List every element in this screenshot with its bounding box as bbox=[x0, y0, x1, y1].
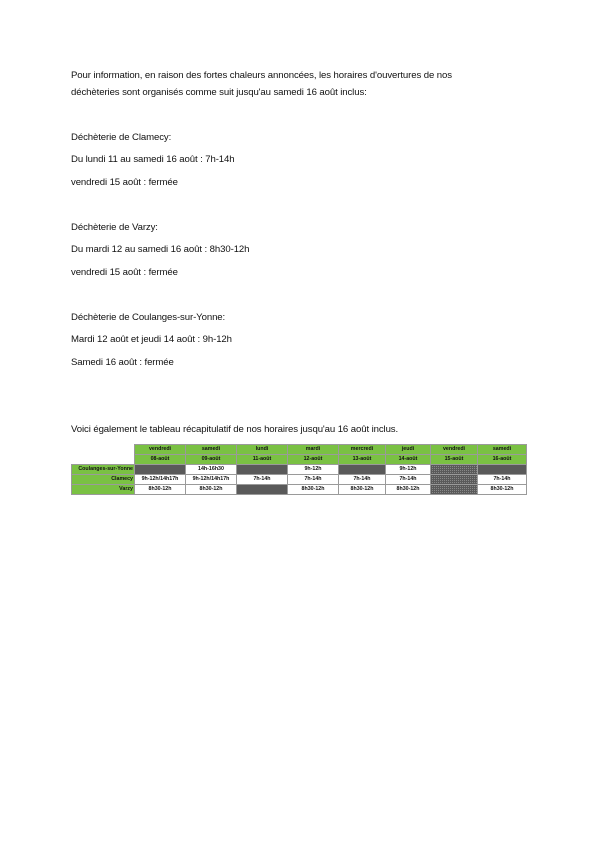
table-day-row bbox=[72, 445, 527, 455]
clamecy-hours: Du lundi 11 au samedi 16 août : 7h-14h bbox=[71, 154, 235, 165]
day-header: vendredi bbox=[135, 445, 186, 455]
hours-cell: 8h30-12h bbox=[478, 485, 527, 495]
day-header: mardi bbox=[288, 445, 339, 455]
closed-cell bbox=[478, 465, 527, 475]
hours-cell: 7h-14h bbox=[339, 475, 386, 485]
summary-intro: Voici également le tableau récapitulatif de nos horaires jusqu'au 16 août inclus. bbox=[71, 424, 399, 435]
date-header: 12-août bbox=[288, 455, 339, 465]
date-header: 09-août bbox=[186, 455, 237, 465]
hours-cell: 8h30-12h bbox=[339, 485, 386, 495]
hours-cell: 9h-12h/14h17h bbox=[135, 475, 186, 485]
date-header: 14-août bbox=[386, 455, 431, 465]
hours-cell: 8h30-12h bbox=[135, 485, 186, 495]
closed-cell bbox=[339, 465, 386, 475]
day-header: jeudi bbox=[386, 445, 431, 455]
day-header: mercredi bbox=[339, 445, 386, 455]
clamecy-title: Déchèterie de Clamecy: bbox=[71, 132, 172, 143]
hours-cell: 8h30-12h bbox=[186, 485, 237, 495]
row-label-coulanges: Coulanges-sur-Yonne bbox=[72, 465, 135, 475]
table-row-varzy bbox=[72, 485, 527, 495]
day-header: lundi bbox=[237, 445, 288, 455]
schedule-table-wrapper bbox=[71, 444, 526, 495]
closed-cell bbox=[237, 485, 288, 495]
date-header: 11-août bbox=[237, 455, 288, 465]
varzy-title: Déchèterie de Varzy: bbox=[71, 222, 158, 233]
date-header: 08-août bbox=[135, 455, 186, 465]
coulanges-title: Déchèterie de Coulanges-sur-Yonne: bbox=[71, 312, 226, 323]
clamecy-closed: vendredi 15 août : fermée bbox=[71, 177, 178, 188]
closed-cell bbox=[237, 465, 288, 475]
row-label-clamecy: Clamecy bbox=[72, 475, 135, 485]
date-header: 16-août bbox=[478, 455, 527, 465]
closed-cell bbox=[135, 465, 186, 475]
date-header: 13-août bbox=[339, 455, 386, 465]
holiday-cell bbox=[431, 475, 478, 485]
varzy-closed: vendredi 15 août : fermée bbox=[71, 267, 178, 278]
table-row-coulanges bbox=[72, 465, 527, 475]
intro-line-2: déchèteries sont organisés comme suit jusqu'au samedi 16 août inclus: bbox=[71, 87, 367, 98]
hours-cell: 9h-12h bbox=[386, 465, 431, 475]
hours-cell: 14h-16h30 bbox=[186, 465, 237, 475]
varzy-hours: Du mardi 12 au samedi 16 août : 8h30-12h bbox=[71, 244, 250, 255]
hours-cell: 9h-12h/14h17h bbox=[186, 475, 237, 485]
table-date-row bbox=[72, 455, 527, 465]
hours-cell: 7h-14h bbox=[237, 475, 288, 485]
hours-cell: 7h-14h bbox=[386, 475, 431, 485]
hours-cell: 8h30-12h bbox=[288, 485, 339, 495]
coulanges-closed: Samedi 16 août : fermée bbox=[71, 357, 174, 368]
hours-cell: 8h30-12h bbox=[386, 485, 431, 495]
corner-cell bbox=[72, 445, 135, 455]
hours-cell: 7h-14h bbox=[288, 475, 339, 485]
holiday-cell bbox=[431, 485, 478, 495]
table-row-clamecy bbox=[72, 475, 527, 485]
holiday-cell bbox=[431, 465, 478, 475]
coulanges-hours: Mardi 12 août et jeudi 14 août : 9h-12h bbox=[71, 334, 232, 345]
date-header: 15-août bbox=[431, 455, 478, 465]
hours-cell: 7h-14h bbox=[478, 475, 527, 485]
intro-line-1: Pour information, en raison des fortes chaleurs annoncées, les horaires d'ouvertures de nos bbox=[71, 70, 452, 81]
row-label-varzy: Varzy bbox=[72, 485, 135, 495]
day-header: vendredi bbox=[431, 445, 478, 455]
schedule-table bbox=[71, 444, 527, 495]
day-header: samedi bbox=[186, 445, 237, 455]
corner-cell bbox=[72, 455, 135, 465]
hours-cell: 9h-12h bbox=[288, 465, 339, 475]
day-header: samedi bbox=[478, 445, 527, 455]
